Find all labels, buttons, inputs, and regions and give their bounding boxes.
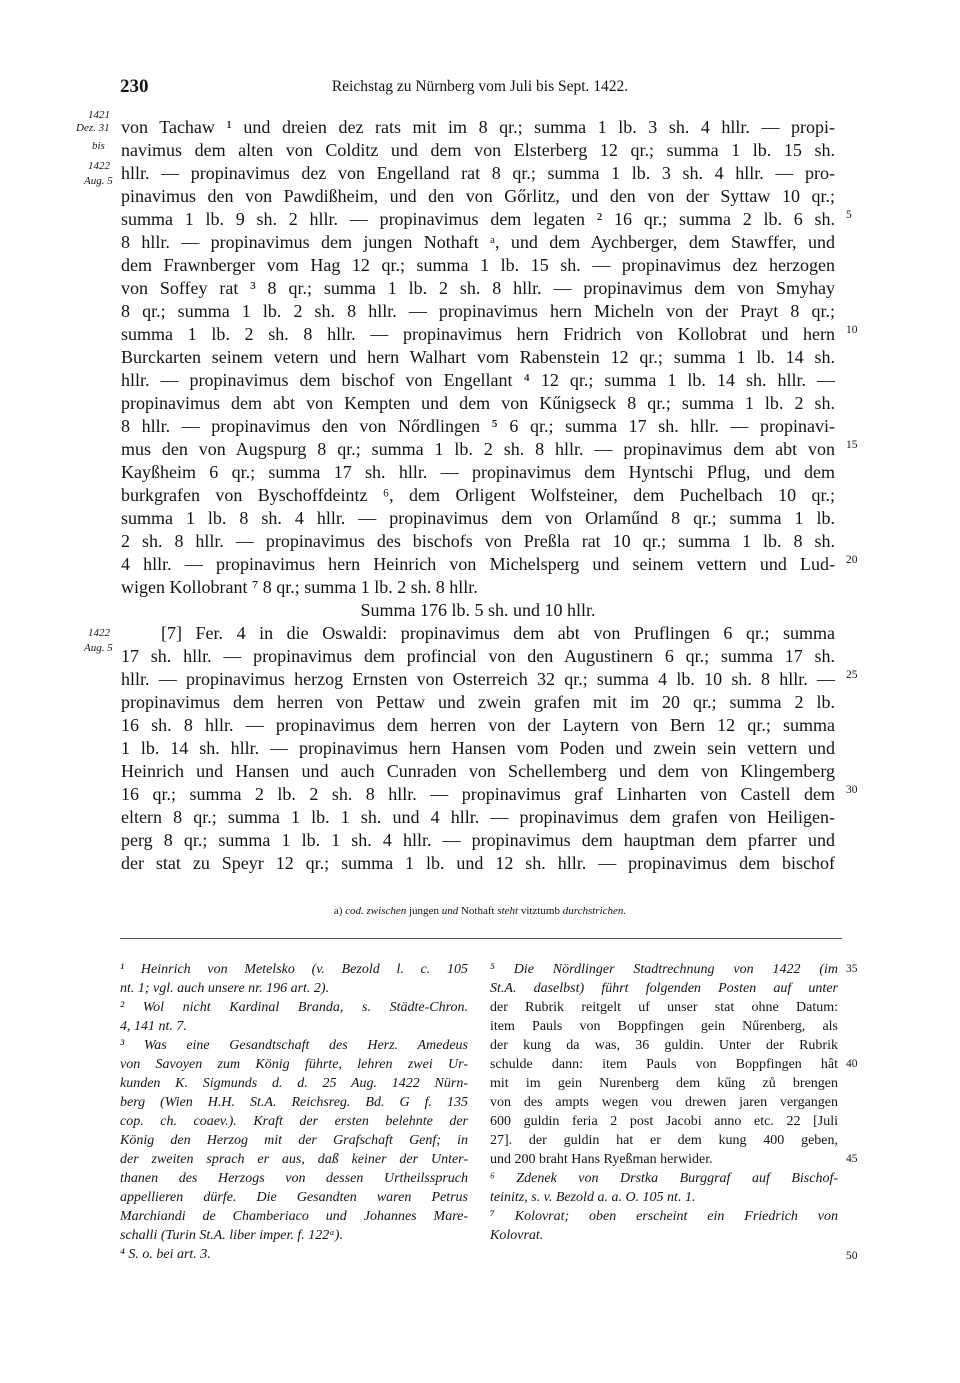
apparatus-text: Nothaft (460, 905, 495, 917)
apparatus-text: jungen (409, 905, 439, 917)
footnote-line: cop. ch. coaev.). Kraft der ersten belehnte der (120, 1114, 468, 1129)
apparatus-text: cod. (345, 905, 364, 917)
footnote-line: thanen des Herzogs von dessen Urtheilsspruch (120, 1171, 468, 1186)
text-line: hllr. — propinavimus herzog Ernsten von Osterreich 32 qr.; summa 4 lb. 10 sh. 8 hllr. — (121, 669, 835, 689)
margin-note-line: 1422 (88, 627, 110, 639)
margin-note-line: Aug. 5 (84, 642, 113, 654)
text-line: von Tachaw ¹ und dreien dez rats mit im 8 qr.; summa 1 lb. 3 sh. 4 hllr. — propi- (121, 117, 835, 137)
footnote-line: berg (Wien H.H. St.A. Reichsreg. Bd. G f. 135 (120, 1095, 468, 1110)
line-number: 45 (846, 1153, 858, 1165)
line-number: 20 (846, 554, 858, 566)
footnote-line: der Rubrik reitgelt uf unser stat ohne Datum: (490, 1000, 838, 1015)
text-line: Kayßheim 6 qr.; summa 17 sh. hllr. — propinavimus dem Hyntschi Pflug, und dem (121, 462, 835, 482)
summa-line: Summa 176 lb. 5 sh. und 10 hllr. (360, 600, 596, 620)
apparatus-siglum: a) (333, 905, 343, 917)
footnote-line: ⁷ Kolovrat; oben erscheint ein Friedrich von (490, 1209, 838, 1224)
text-line: perg 8 qr.; summa 1 lb. 1 sh. 4 hllr. — propinavimus dem hauptman dem pfarrer und (121, 830, 835, 850)
footnotes-right (490, 960, 838, 1245)
footnote-line: ⁵ Die Nördlinger Stadtrechnung von 1422 (im (490, 962, 838, 977)
line-number: 50 (846, 1250, 858, 1262)
footnote-line: der zweiten sprach er aus, daß keiner der Unter- (120, 1152, 468, 1167)
footnote-line: schulde dann: item Pauls von Boppfingen hât (490, 1057, 838, 1072)
page-number: 230 (120, 76, 149, 97)
margin-note-date (84, 642, 113, 655)
text-line: 1 lb. 14 sh. hllr. — propinavimus hern Hansen vom Poden und zwein sein vettern und (121, 738, 835, 758)
footnote-line: ² Wol nicht Kardinal Branda, s. Städte-Chron. (120, 1000, 468, 1015)
apparatus-text: zwischen (366, 905, 407, 917)
text-line: propinavimus dem herren von Pettaw und zwein grafen mit im 20 qr.; summa 2 lb. (121, 692, 835, 712)
text-line: propinavimus dem abt von Kempten und dem von Kűnigseck 8 qr.; summa 1 lb. 2 sh. (121, 393, 835, 413)
apparatus-text: und (441, 905, 459, 917)
line-number: 5 (846, 209, 852, 221)
margin-note-line: Aug. 5 (84, 175, 113, 187)
margin-note-line: 1422 (88, 160, 110, 172)
footnote-line: kunden K. Sigmunds d. d. 25 Aug. 1422 Nürn- (120, 1076, 468, 1091)
footnote-line: ¹ Heinrich von Metelsko (v. Bezold l. c. 105 (120, 962, 468, 977)
footnote-line: von des ampts wegen vou drewen jaren vergangen (490, 1095, 838, 1110)
footnote-line: König den Herzog mit der Grafschaft Genf; in (120, 1133, 468, 1148)
text-line: 8 hllr. — propinavimus dem jungen Nothaft ᵃ, und dem Aychberger, dem Stawffer, und (121, 232, 835, 252)
margin-note-date (92, 140, 105, 153)
margin-note-date (84, 175, 113, 188)
text-line: mus den von Augspurg 8 qr.; summa 1 lb. 2 sh. 8 hllr. — propinavimus dem abt von (121, 439, 835, 459)
margin-note-date (88, 627, 110, 640)
text-line: der stat zu Speyr 12 qr.; summa 1 lb. und 12 sh. hllr. — propinavimus dem bischof (121, 853, 835, 873)
footnote-line: teinitz, s. v. Bezold a. a. O. 105 nt. 1. (490, 1190, 696, 1205)
footnote-line: schalli (Turin St.A. liber imper. f. 122ᵃ). (120, 1228, 343, 1243)
text-line: 16 qr.; summa 2 lb. 2 sh. 8 hllr. — propinavimus graf Linharten von Castell dem (121, 784, 835, 804)
line-number: 10 (846, 324, 858, 336)
apparatus-note (120, 905, 840, 917)
footnote-line: 600 guldin feria 2 post Jacobi anno etc. 22 [Juli (490, 1114, 838, 1129)
text-line: 8 hllr. — propinavimus den von Nőrdlingen ⁵ 6 qr.; summa 17 sh. hllr. — propinavi- (121, 416, 835, 436)
footnote-line: Kolovrat. (490, 1228, 544, 1243)
footnote-line: St.A. daselbst) führt folgenden Posten auf unter (490, 981, 838, 996)
apparatus-text: vitztumb (520, 905, 560, 917)
footnote-line: der kung da was, 36 guldin. Unter der Rubrik (490, 1038, 838, 1053)
text-line: 8 qr.; summa 1 lb. 2 sh. 8 hllr. — propinavimus hern Micheln von der Prayt 8 qr.; (121, 301, 835, 321)
text-line: eltern 8 qr.; summa 1 lb. 1 sh. und 4 hllr. — propinavimus dem grafen von Heiligen- (121, 807, 835, 827)
running-title: Reichstag zu Nürnberg vom Juli bis Sept. 1422. (331, 78, 629, 95)
footnote-line: ³ Was eine Gesandtschaft des Herz. Amedeus (120, 1038, 468, 1053)
apparatus-text: steht (497, 905, 519, 917)
footnote-line: item Pauls von Boppfingen gein Nűrenberg, als (490, 1019, 838, 1034)
line-number: 25 (846, 669, 858, 681)
margin-note-line: Dez. 31 (76, 122, 110, 134)
footnote-line: Marchiandi de Chamberiaco und Johannes Mare- (120, 1209, 468, 1224)
footnote-line: und 200 braht Hans Ryeßman herwider. (490, 1152, 713, 1167)
main-text (121, 116, 835, 875)
text-line: wigen Kollobrant ⁷ 8 qr.; summa 1 lb. 2 sh. 8 hllr. (121, 577, 478, 597)
text-line: 16 sh. 8 hllr. — propinavimus dem herren von der Laytern von Bern 12 qr.; summa (121, 715, 835, 735)
text-line: 4 hllr. — propinavimus hern Heinrich von Michelsperg und seinem vettern und Lud- (121, 554, 835, 574)
footnote-line: 27]. der guldin hat er dem kung 400 geben, (490, 1133, 838, 1148)
text-line: summa 1 lb. 2 sh. 8 hllr. — propinavimus hern Fridrich von Kollobrat und hern (121, 324, 835, 344)
footnote-line: ⁴ S. o. bei art. 3. (120, 1247, 211, 1262)
footnote-line: appellieren dürfe. Die Gesandten waren Petrus (120, 1190, 468, 1205)
apparatus-text: durchstrichen. (562, 905, 627, 917)
footnote-line: 4, 141 nt. 7. (120, 1019, 187, 1034)
margin-note-date (88, 160, 110, 173)
text-line: 2 sh. 8 hllr. — propinavimus des bischofs von Preßla rat 10 qr.; summa 1 lb. 8 sh. (121, 531, 835, 551)
margin-note-date (88, 109, 110, 122)
text-line: burkgrafen von Byschoffdeintz ⁶, dem Orligent Wolfsteiner, dem Puchelbach 10 qr.; (121, 485, 835, 505)
footnotes-left (120, 960, 468, 1264)
footnote-line: von Savoyen zum König führte, lehren zwei Ur- (120, 1057, 468, 1072)
text-line: 17 sh. hllr. — propinavimus dem profincial von den Augustinern 6 qr.; summa 17 sh. (121, 646, 835, 666)
margin-note-line: bis (92, 140, 105, 152)
text-line: von Soffey rat ³ 8 qr.; summa 1 lb. 2 sh. 8 hllr. — propinavimus dem von Smyhay (121, 278, 835, 298)
text-line: hllr. — propinavimus dez von Engelland rat 8 qr.; summa 1 lb. 3 sh. 4 hllr. — pro- (121, 163, 835, 183)
margin-note-date (76, 122, 110, 135)
text-line: summa 1 lb. 9 sh. 2 hllr. — propinavimus dem legaten ² 16 qr.; summa 2 lb. 6 sh. (121, 209, 835, 229)
footnote-divider (120, 938, 842, 939)
footnote-line: mit im gein Nurenberg dem kűng zů brengen (490, 1076, 838, 1091)
text-line: Burckarten seinem vetern und hern Walhart vom Rabenstein 12 qr.; summa 1 lb. 14 sh. (121, 347, 835, 367)
line-number: 30 (846, 784, 858, 796)
footnote-line: nt. 1; vgl. auch unsere nr. 196 art. 2). (120, 981, 330, 996)
line-number: 40 (846, 1058, 858, 1070)
text-line: summa 1 lb. 8 sh. 4 hllr. — propinavimus dem von Orlaműnd 8 qr.; summa 1 lb. (121, 508, 835, 528)
line-number: 15 (846, 439, 858, 451)
footnote-line: ⁶ Zdenek von Drstka Burggraf auf Bischof- (490, 1171, 838, 1186)
line-number: 35 (846, 963, 858, 975)
text-line: Heinrich und Hansen und auch Cunraden von Schellemberg und dem von Klingemberg (121, 761, 835, 781)
text-line: [7] Fer. 4 in die Oswaldi: propinavimus dem abt von Pruflingen 6 qr.; summa (161, 623, 835, 643)
margin-note-line: 1421 (88, 109, 110, 121)
text-line: hllr. — propinavimus dem bischof von Engellant ⁴ 12 qr.; summa 1 lb. 14 sh. hllr. — (121, 370, 835, 390)
text-line: dem Frawnberger vom Hag 12 qr.; summa 1 lb. 15 sh. — propinavimus dez herzogen (121, 255, 835, 275)
page-header (120, 76, 840, 104)
text-line: pinavimus den von Pawdißheim, und den von Gőrlitz, und den von der Syttaw 10 qr.; (121, 186, 835, 206)
text-line: navimus dem alten von Colditz und dem von Elsterberg 12 qr.; summa 1 lb. 15 sh. (121, 140, 835, 160)
